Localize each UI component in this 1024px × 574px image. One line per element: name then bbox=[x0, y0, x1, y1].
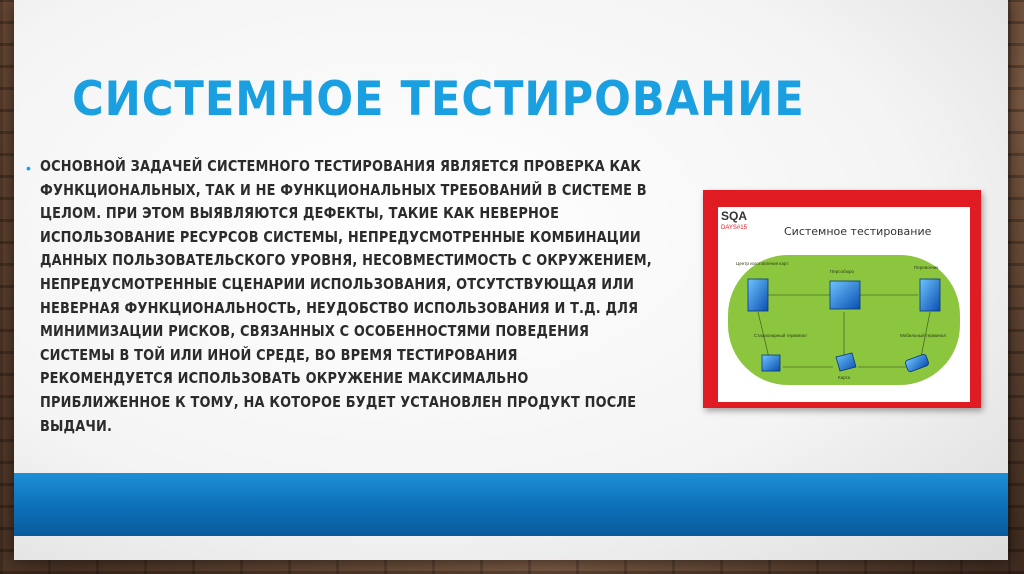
server-icon-center bbox=[748, 279, 768, 311]
server-icon-bureau bbox=[830, 281, 860, 309]
logo-sub: DAYS#15 bbox=[721, 225, 747, 231]
terminal-icon-station bbox=[762, 355, 780, 371]
server-icon-transfer bbox=[920, 279, 940, 311]
diagram-svg bbox=[718, 207, 970, 402]
logo-text: SQA bbox=[721, 209, 748, 223]
bullet-icon: • bbox=[26, 160, 31, 176]
label-station: Стационарный терминал bbox=[754, 333, 807, 338]
sqa-logo bbox=[721, 209, 748, 231]
label-bureau: Персобюро bbox=[830, 269, 855, 274]
label-card: Карта bbox=[838, 375, 851, 380]
diagram-image bbox=[703, 190, 981, 408]
slide bbox=[14, 0, 1008, 560]
slide-title: СИСТЕМНОЕ ТЕСТИРОВАНИЕ bbox=[72, 72, 805, 127]
label-transfer: Перевозчик bbox=[914, 265, 939, 270]
diagram-heading: Системное тестирование bbox=[784, 225, 932, 238]
label-center: Центр изготовления карт bbox=[736, 261, 789, 266]
slide-body-text: ОСНОВНОЙ ЗАДАЧЕЙ СИСТЕМНОГО ТЕСТИРОВАНИЯ ЯВЛЯЕТСЯ ПРОВЕРКА КАК ФУНКЦИОНАЛЬНЫХ, ТАК И НЕ ФУНКЦИОНАЛЬНЫХ ТРЕБОВАНИЙ В СИСТЕМЕ В ЦЕЛОМ. ПРИ ЭТОМ ВЫЯВЛЯЮТСЯ ДЕФЕКТЫ, ТАКИЕ КАК НЕВЕРНОЕ ИСПОЛЬЗОВАНИЕ РЕСУРСОВ СИСТЕМЫ, НЕПРЕДУСМОТРЕННЫЕ КОМБИНАЦИИ ДАННЫХ ПОЛЬЗОВАТЕЛЬСКОГО УРОВНЯ, НЕСОВМЕСТИМОСТЬ С ОКРУЖЕНИЕМ, НЕПРЕДУСМОТРЕННЫЕ СЦЕНАРИИ ИСПОЛЬЗОВАНИЯ, ОТСУТСТВУЮЩАЯ ИЛИ НЕВЕРНАЯ ФУНКЦИОНАЛЬНОСТЬ, НЕУДОБСТВО ИСПОЛЬЗОВАНИЯ И Т.Д. ДЛЯ МИНИМИЗАЦИИ РИСКОВ, СВЯЗАННЫХ С ОСОБЕННОСТЯМИ ПОВЕДЕНИЯ СИСТЕМЫ В ТОЙ ИЛИ ИНОЙ СРЕДЕ, ВО ВРЕМЯ ТЕСТИРОВАНИЯ РЕКОМЕНДУЕТСЯ ИСПОЛЬЗОВАТЬ ОКРУЖЕНИЕ МАКСИМАЛЬНО ПРИБЛИЖЕННОЕ К ТОМУ, НА КОТОРОЕ БУДЕТ УСТАНОВЛЕН ПРОДУКТ ПОСЛЕ ВЫДАЧИ. bbox=[40, 157, 652, 435]
label-mobile: Мобильный терминал bbox=[900, 333, 947, 338]
footer-band bbox=[14, 473, 1008, 536]
diagram-canvas bbox=[718, 207, 970, 402]
